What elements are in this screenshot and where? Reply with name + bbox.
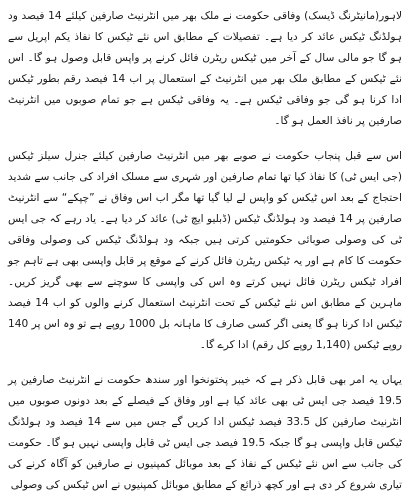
article-paragraph-1: لاہور(مانیٹرنگ ڈیسک) وفاقی حکومت نے ملک بھر میں انٹرنیٹ صارفین کیلئے 14 فیصد ود ہولڈنگ ٹیکس عائد کر دیا ہے۔ تفصیلات کے مطابق اس نئے ٹیکس کا نفاذ یکم اپریل سے ہو گا جو مالی سال کے آخر میں ٹیکس ریٹرن فائل کرنے پر واپس قابل وصول ہو گا۔ اس نئے ٹیکس کے مطابق ملک بھر میں انٹرنیٹ کے استعمال پر اب 14 فیصد رقم بطور ٹیکس ادا کرنا ہو گی جو وفاقی ٹیکس ہے۔ یہ وفاقی ٹیکس ہے جو تمام صوبوں میں انٹرنیٹ صارفین پر نافذ العمل ہو گا۔ (8, 10, 403, 127)
article-paragraph-3: یہاں یہ امر بھی قابل ذکر ہے کہ خیبر پختونخوا اور سندھ حکومت نے انٹرنیٹ صارفین پر 19.5 فیصد جی ایس ٹی بھی عائد کیا ہے اور وفاق کے فیصلے کے بعد دونوں صوبوں میں انٹرنیٹ صارفین کل 33.5 فیصد ٹیکس ادا کریں گے جس میں سے 14 فیصد ود ہولڈنگ ٹیکس قابل واپسی ہو گا جبکہ 19.5 فیصد جی ایس ٹی قابل واپسی نہیں ہو گا۔ حکومت کی جانب سے اس نئے ٹیکس کے نفاذ کے بعد موبائل کمپنیوں نے صارفین کو آگاہ کرنے کی تیاری شروع کر دی ہے اور کچھ ذرائع کے مطابق موبائل کمپنیوں نے اس ٹیکس کی وصولی (8, 374, 403, 491)
article-paragraph-2: اس سے قبل پنجاب حکومت نے صوبے بھر میں انٹرنیٹ صارفین کیلئے جنرل سیلز ٹیکس (جی ایس ٹی) کا نفاذ کیا تھا تمام صارفین اور شہری سے مسلک افراد کی جانب سے شدید احتجاج کے بعد اس ٹیکس کو واپس لے لیا گیا تھا مگر اب اس وفاق نے ”چپکے“ سے انٹرنیٹ صارفین پر 14 فیصد ود ہولڈنگ ٹیکس (ڈبلیو ایچ ٹی) عائد کر دیا ہے۔ یاد رہے کہ جی ایس ٹی کی وصولی صوبائی حکومتیں کرتی ہیں جبکہ ود ہولڈنگ ٹیکس کی وصولی وفاقی حکومت کا کام ہے اور یہ ٹیکس ریٹرن فائل کرنے کے موقع پر قابل واپسی بھی ہے تاہم جو افراد ٹیکس ریٹرن فائل نہیں کرتے وہ اس کی واپسی کا سوچنے سے بھی گریز کریں۔ ماہرین کے مطابق اس نئے ٹیکس کے تحت انٹرنیٹ استعمال کرنے والوں کو اب 14 فیصد ٹیکس ادا کرنا ہو گا یعنی اگر کسی صارف کا ماہانہ بل 1000 روپے ہے تو وہ اس پر 140 روپے ٹیکس (1,140 روپے کل رقم) ادا کرے گا۔ (8, 150, 402, 351)
